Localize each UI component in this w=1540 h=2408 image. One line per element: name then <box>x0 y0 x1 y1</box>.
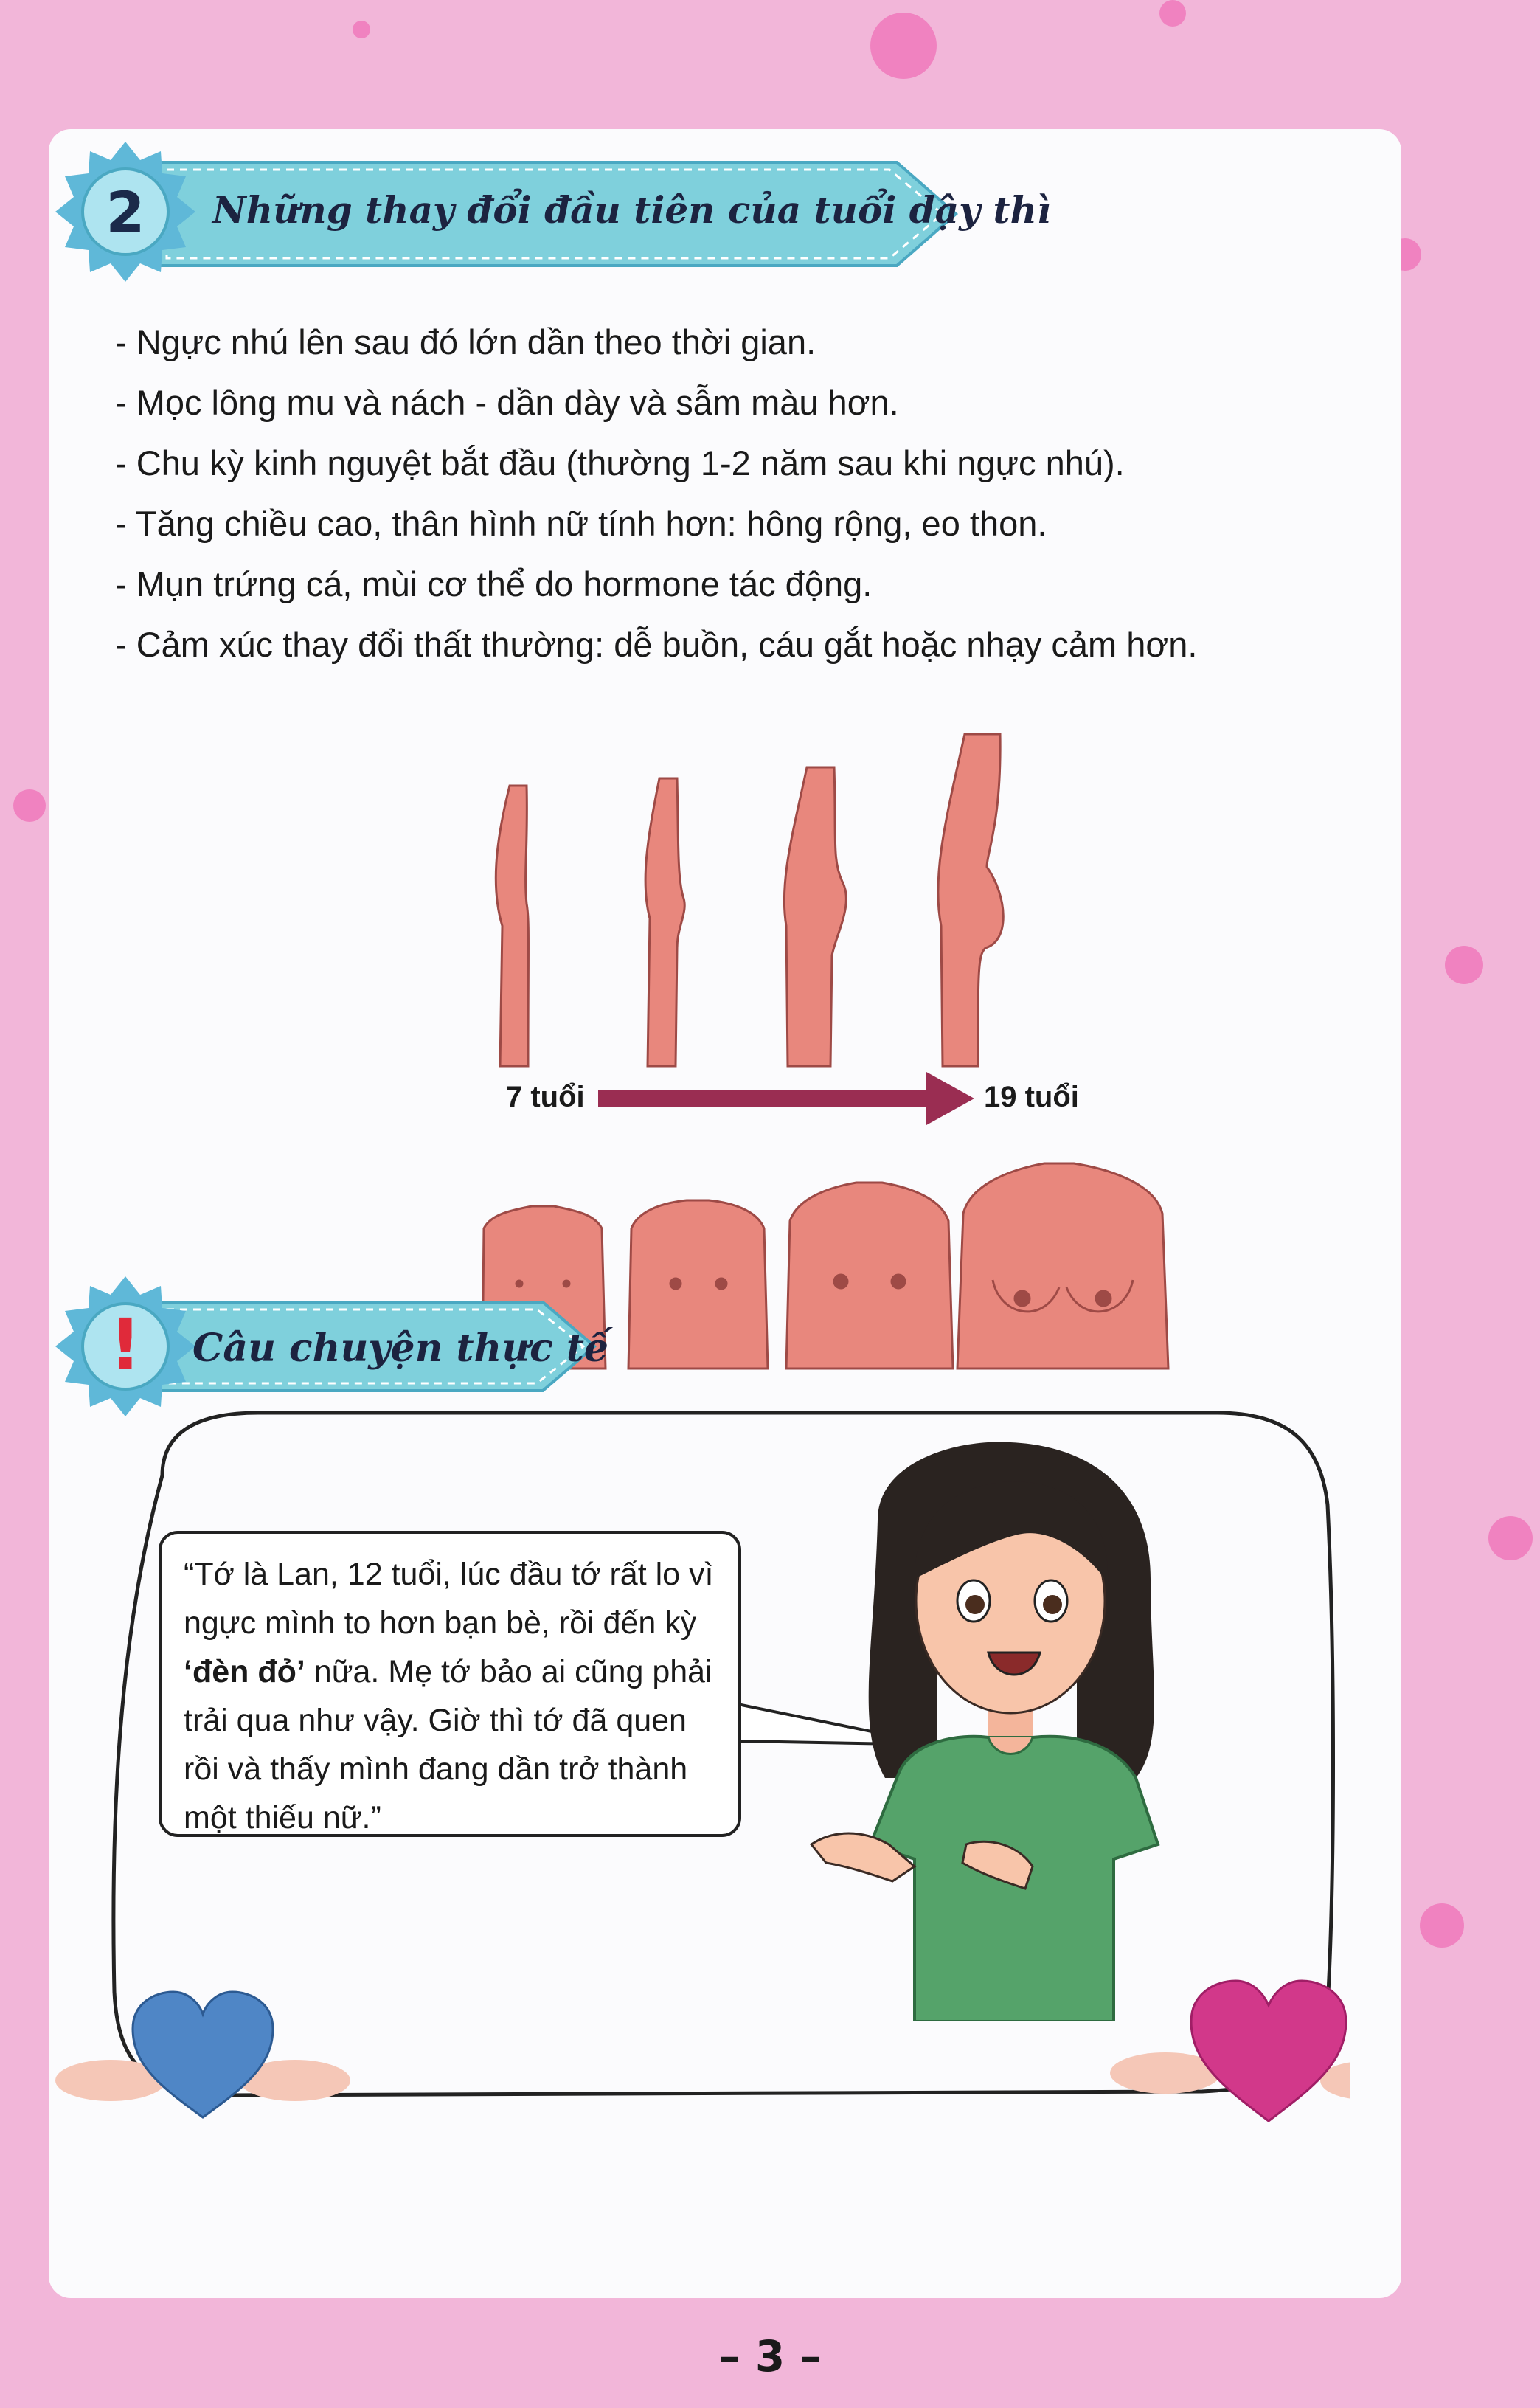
list-item: - Ngực nhú lên sau đó lớn dần theo thời gian. <box>115 322 816 361</box>
list-item: - Mụn trứng cá, mùi cơ thể do hormone tác động. <box>115 564 873 603</box>
list-item: - Chu kỳ kinh nguyệt bắt đầu (thường 1-2 năm sau khi ngực nhú). <box>115 443 1125 482</box>
section-banner <box>49 129 1051 321</box>
list-item: - Mọc lông mu và nách - dần dày và sẫm màu hơn. <box>115 383 899 422</box>
side-profile-stage-2 <box>645 778 684 1066</box>
list-item: - Tăng chiều cao, thân hình nữ tính hơn: hông rộng, eo thon. <box>115 504 1047 543</box>
page-number: – 3 – <box>718 2331 822 2381</box>
side-profile-stage-1 <box>496 786 528 1066</box>
changes-list <box>115 312 1325 675</box>
side-profile-stage-4 <box>938 734 1003 1066</box>
side-profile-stage-3 <box>784 767 846 1066</box>
age-end-label: 19 tuổi <box>984 1081 1079 1113</box>
girl-illustration <box>767 1431 1239 2021</box>
story-title: Câu chuyện thực tế <box>192 1326 608 1371</box>
exclamation-icon: ! <box>109 1304 142 1386</box>
front-torso-stage-4 <box>957 1163 1168 1369</box>
quote-emphasis: ‘đèn đỏ’ <box>184 1654 305 1689</box>
quote-box <box>159 1531 741 1837</box>
list-item: - Cảm xúc thay đổi thất thường: dễ buồn, cáu gắt hoặc nhạy cảm hơn. <box>115 625 1198 664</box>
section-number: 2 <box>105 179 145 245</box>
front-torso-stage-3 <box>786 1183 953 1369</box>
age-arrow <box>598 1072 974 1125</box>
quote-text: “Tớ là Lan, 12 tuổi, lúc đầu tớ rất lo vì ngực mình to hơn bạn bè, rồi đến kỳ <box>184 1557 714 1641</box>
blue-heart-icon <box>55 1992 350 2117</box>
age-start-label: 7 tuổi <box>506 1081 585 1113</box>
section-title: Những thay đổi đầu tiên của tuổi dậy thì <box>212 188 1051 232</box>
quote-text-end: nữa. Mẹ tớ bảo ai cũng phải trải qua như vậy. Giờ thì tớ đã quen rồi và thấy mình đang dần trở thành một thiếu nữ.” <box>184 1654 712 1836</box>
